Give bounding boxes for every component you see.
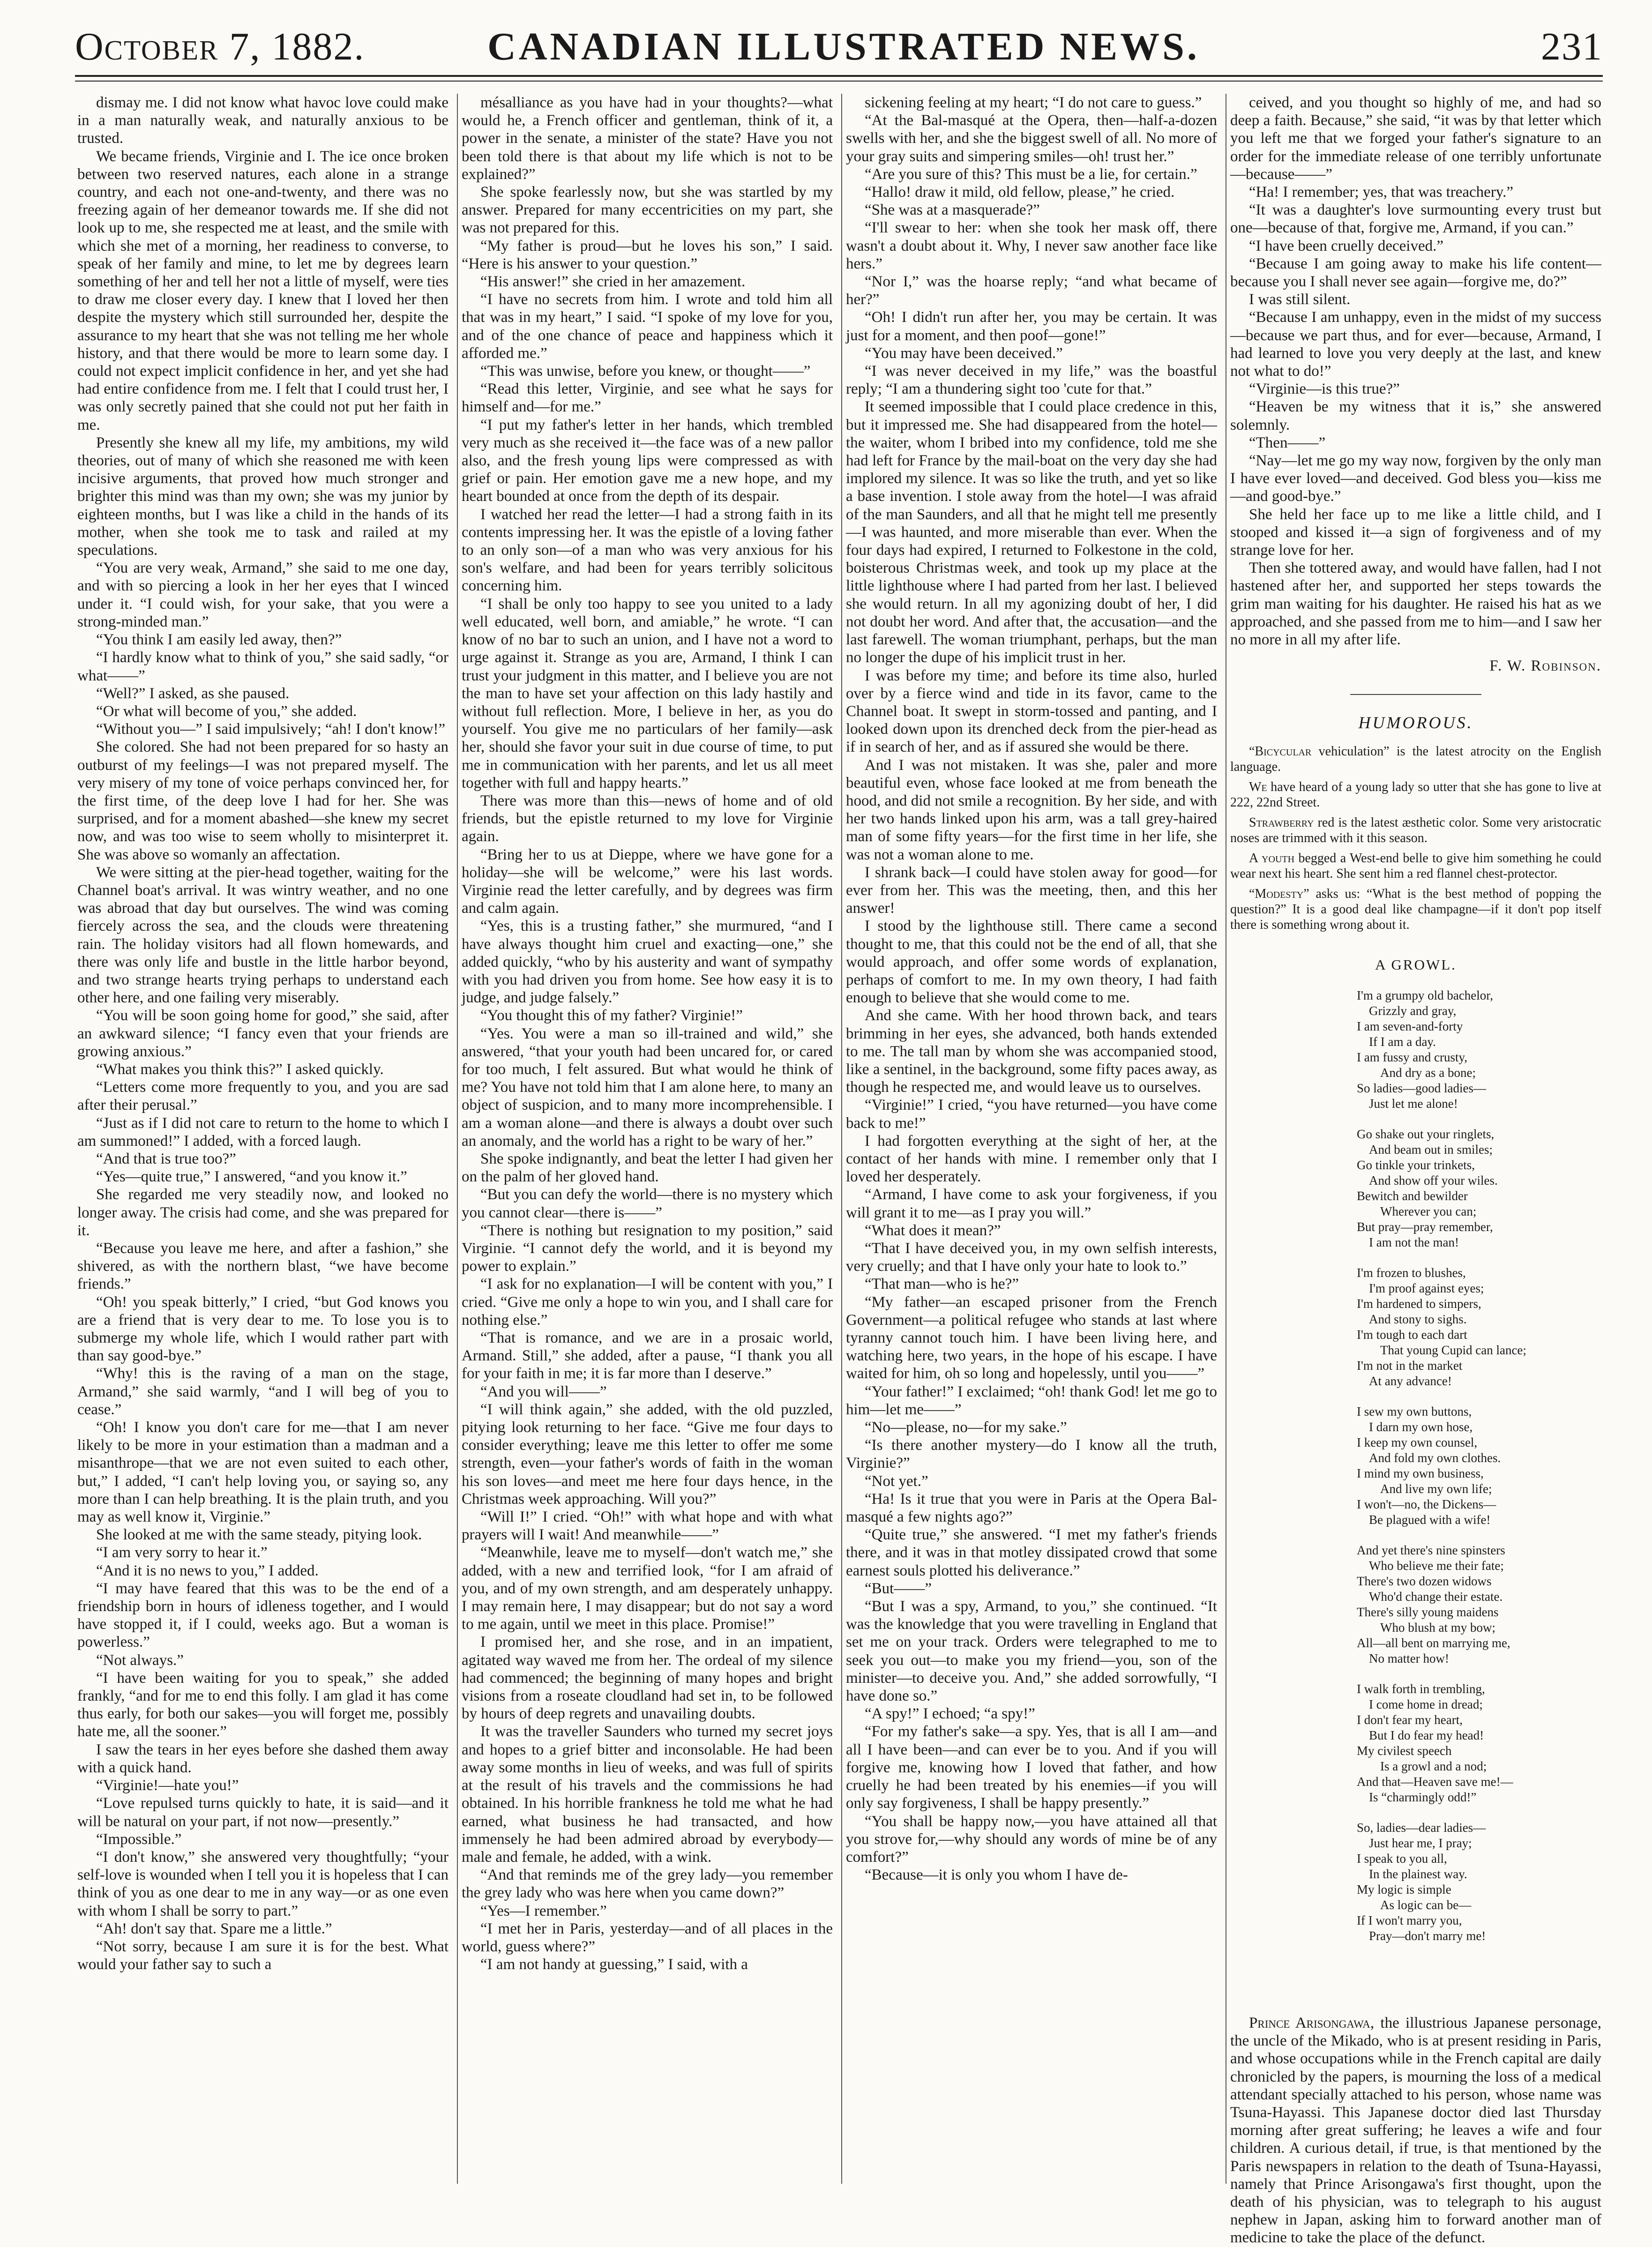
humorous-item-lead: “Bicycular [1249,744,1312,759]
paragraph: “Read this letter, Virginie, and see what he says for himself and—for me.” [462,381,833,416]
poem-line: Just let me alone! [1369,1096,1458,1111]
paragraph: “Not always.” [96,1651,184,1669]
poem-line: No matter how! [1369,1651,1449,1665]
masthead [75,19,1603,70]
paragraph: “Oh! I know you don't care for me—that I am never likely to be more in your estimation than a madman and a misanthrope—that we are not even suited to each other, but,” I added, “I can't help loving you, or saying so, any more than I can help breathing. It is the plain truth, and you may as well know it, Virginie.” [77,1419,449,1526]
paragraph: I watched her read the letter—I had a strong faith in its contents impressing her. It was the epistle of a loving father to an only son—of a man who was very anxious for his son's welfare, and had been for years terribly solicitous concerning him. [462,506,833,595]
poem-line: If I am a day. [1369,1034,1436,1049]
column-3 [846,94,1217,2184]
paragraph: “I shall be only too happy to see you united to a lady well educated, well born, and amiable,” he wrote. “I can know of no bar to such an union, and I have not a word to urge against it. Strange as you are, Armand, I think I can trust your judgment in this matter, and I believe you are not the man to have set your affection on this lady hastily and without full reflection. More, I believe in her, as you do yourself. You give me no particulars of her family—ask her, should she favor your suit in due course of time, to put me in communication with her parents, and let us all meet together with full and happy hearts.” [462,595,833,791]
paragraph: She held her face up to me like a little child, and I stooped and kissed it—a sign of forgiveness and of my strange love for her. [1230,506,1601,559]
paragraph: “There is nothing but resignation to my position,” said Virginie. “I cannot defy the world, and it is beyond my power to explain.” [462,1222,833,1275]
paragraph: “Yes. You were a man so ill-trained and wild,” she answered, “that your youth had been uncared for, or cared for too much, I felt assured. But what would he think of me? You have not told him that I am alone here, to many an object of suspicion, and to many more incomprehensible. I am a woman alone—and there is always a doubt over such an anomaly, and the world has a right to be wary of her.” [462,1025,833,1150]
paragraph: “I have been cruelly deceived.” [1249,237,1443,254]
poem-line: There's two dozen widows [1357,1574,1492,1588]
paragraph: “Then——” [1249,434,1326,451]
story-conclusion [1230,94,1601,649]
paragraph: “My father is proud—but he loves his son,” I said. “Here is his answer to your question.” [462,237,833,272]
paragraph: ceived, and you thought so highly of me, and had so deep a faith. Because,” she said, “it was by that letter which you left me that we forged your father's signature to an order for the immediate release of one terribly unfortunate—because——” [1230,94,1601,183]
paragraph: “I am very sorry to hear it.” [96,1544,268,1561]
paragraph: “Just as if I did not care to return to the home to which I am summoned!” I added, with a forced laugh. [77,1114,449,1150]
poem-line: Go tinkle your trinkets, [1357,1157,1475,1172]
poem-line: I sew my own buttons, [1357,1404,1472,1418]
paragraph: “Because you leave me here, and after a fashion,” she shivered, as with the northern blast, “we have become friends.” [77,1240,449,1293]
paragraph: She spoke fearlessly now, but she was startled by my answer. Prepared for many eccentricities on my part, she was not prepared for this. [462,184,833,237]
paragraph: I shrank back—I could have stolen away for good—for ever from her. This was the meeting, then, and this her answer! [846,864,1217,917]
humorous-item-lead: Strawberry [1249,815,1314,830]
paragraph: “Yes—I remember.” [480,1902,607,1919]
paragraph: “She was at a masquerade?” [865,202,1040,219]
poem-line: I keep my own counsel, [1357,1435,1478,1449]
paragraph: “Armand, I have come to ask your forgiveness, if you will grant it to me—as I pray you will.” [846,1186,1217,1221]
paragraph: “His answer!” she cried in her amazement. [480,273,746,291]
poem-line: My logic is simple [1357,1882,1451,1896]
paragraph: She regarded me very steadily now, and looked no longer away. The crisis had come, and she was prepared for it. [77,1186,449,1239]
paragraph: “That is romance, and we are in a prosaic world, Armand. Still,” she added, after a pause, “I thank you all for your faith in me; it is far more than I deserve.” [462,1329,833,1382]
paragraph: “But——” [865,1580,932,1597]
paragraph: “Why! this is the raving of a man on the stage, Armand,” she said warmly, “and I will beg of you to cease.” [77,1365,449,1418]
paragraph: I promised her, and she rose, and in an impatient, agitated way waved me from her. The ordeal of my silence had commenced; the beginning of many hopes and bright visions from a roseate cloudland had set in, to be followed by hours of deep regrets and unavailing doubts. [462,1634,833,1723]
paragraph: I had forgotten everything at the sight of her, at the contact of her hands with mine. I remember only that I loved her desperately. [846,1132,1217,1186]
paragraph: “Heaven be my witness that it is,” she answered solemnly. [1230,398,1601,433]
poem-line: I'm tough to each dart [1357,1327,1467,1342]
poem-line: I'm a grumpy old bachelor, [1357,988,1493,1002]
paragraph: “You think I am easily led away, then?” [96,631,342,649]
paragraph: “I ask for no explanation—I will be content with you,” I cried. “Give me only a hope to win you, and I shall care for nothing else.” [462,1276,833,1329]
poem-line: Who'd change their estate. [1369,1589,1503,1604]
humorous-item-text: red is the latest æsthetic color. Some very aristocratic noses are trimmed with it this season. [1230,815,1601,845]
paragraph: “Virginie!—hate you!” [96,1777,239,1794]
paragraph: “Without you—” I said impulsively; “ah! I don't know!” [96,721,446,738]
poem-line: And fold my own clothes. [1369,1450,1501,1465]
poem-stanza [1357,1127,1601,1250]
paragraph: “What does it mean?” [865,1222,1001,1239]
poem-line: And stony to sighs. [1369,1312,1467,1326]
poem-line: I am not the man! [1369,1235,1459,1249]
paragraph: “Yes, this is a trusting father,” she murmured, “and I have always thought him cruel and exacting—one,” she added quickly, “who by his austerity and want of sympathy with you had driven you from home. See how easy it is to judge, and judge falsely.” [462,918,833,1007]
poem-line: Bewitch and bewilder [1357,1188,1468,1203]
paragraph: We became friends, Virginie and I. The ice once broken between two reserved natures, each alone in a strange country, and each not one-and-twenty, and there was no freezing again of her demeanor towards me. If she did not look up to me, she respected me at least, and the smile with which she met of a morning, her readiness to converse, to speak of her family and mine, to let me by degrees learn something of her and tell her not a little of myself, were ties to draw me closer every day. I knew that I loved her then despite the mystery which still surrounded her, despite the assurance to my heart that she was not telling me her whole history, and that there would be more to learn some day. I could not expect implicit confidence in her, and yet she had had entire confidence from me. I felt that I could trust her, I was only secretly pained that she could not put her faith in me. [77,148,449,433]
poem-line: I darn my own hose, [1369,1419,1473,1434]
publication-title: CANADIAN ILLUSTRATED NEWS. [487,25,1200,68]
poem-line: And live my own life; [1380,1481,1492,1496]
poem-line: I speak to you all, [1357,1851,1447,1866]
poem-line: So, ladies—dear ladies— [1357,1820,1486,1835]
poem-stanza [1357,1681,1601,1805]
humorous-items [1230,744,1601,933]
paragraph: “Quite true,” she answered. “I met my father's friends there, and it was in that motley dissipated crowd that some earnest souls plotted his deliverance.” [846,1526,1217,1579]
paragraph: “Ha! Is it true that you were in Paris at the Opera Bal-masqué a few nights ago?” [846,1490,1217,1526]
poem-line: But pray—pray remember, [1357,1219,1493,1234]
humorous-item [1230,851,1601,881]
paragraph: “I don't know,” she answered very thoughtfully; “your self-love is wounded when I tell you it is hopeless that I can think of you as one dear to me in any way—or as one even with whom I shall be sorry to part.” [77,1848,449,1919]
paragraph: It seemed impossible that I could place credence in this, but it impressed me. She had disappeared from the hotel—the waiter, whom I bribed into my confidence, told me she had left for France by the mail-boat on the very day she had implored my silence. It was so like the truth, and yet so like a base invention. I stole away from the hotel—I was afraid of the man Saunders, and all that he might tell me presently—I was haunted, and more miserable than ever. When the four days had expired, I returned to Folkestone in the cold, boisterous Christmas week, and took up my place at the little lighthouse where I had parted from her last. I believed she would return. In all my agonizing doubt of her, I did not doubt her word. And after that, the accusation—and the last farewell. The woman triumphant, perhaps, but the man no longer the dupe of his implicit trust in her. [846,398,1217,666]
paragraph: “I have been waiting for you to speak,” she added frankly, “and for me to end this folly. I am glad it has come thus early, for both our sakes—you will forget me, possibly hate me, all the sooner.” [77,1669,449,1740]
poem-line: I am seven-and-forty [1357,1019,1463,1033]
poem-stanza [1357,1404,1601,1528]
paragraph: It was the traveller Saunders who turned my secret joys and hopes to a grief bitter and inconsolable. He had been away some months in lieu of weeks, and was full of spirits at the result of his travels and the commissions he had obtained. In his horrible frankness he told me what he had earned, what business he had transacted, and how immensely he had been admired abroad by everybody—male and female, he added, with a wink. [462,1723,833,1866]
humorous-item [1230,779,1601,810]
paragraph: “And it is no news to you,” I added. [96,1562,319,1579]
paragraph: “Because I am unhappy, even in the midst of my success—because we part thus, and for ever—because, Armand, I had learned to love you very deeply at the last, and knew not what to do!” [1230,309,1601,380]
humorous-item [1230,886,1601,933]
poem-line: I mind my own business, [1357,1466,1484,1480]
poem-stanza [1357,1820,1601,1944]
paragraph: “That man—who is he?” [865,1276,1019,1293]
paragraph: “Yes—quite true,” I answered, “and you know it.” [96,1168,407,1186]
paragraph: “Your father!” I exclaimed; “oh! thank God! let me go to him—let me——” [846,1383,1217,1418]
paragraph: “I will think again,” she added, with the old puzzled, pitying look returning to her face. “Give me four days to consider everything; leave me this letter to offer me some strength, even—your father's words of faith in the woman his son loves—and meet me here four days hence, in the Christmas week approaching. Will you?” [462,1401,833,1508]
paragraph: “A spy!” I echoed; “a spy!” [865,1705,1035,1723]
poem-line: Go shake out your ringlets, [1357,1127,1495,1141]
issue-date: October 7, 1882. [75,25,365,68]
poem-line: And that—Heaven save me!— [1357,1774,1513,1789]
paragraph: “But I was a spy, Armand, to you,” she continued. “It was the knowledge that you were travelling in England that set me on your track. Orders were telegraphed to me to seek you out—to make you my friend—you, son of the minister—to deceive you. And,” she added sorrowfully, “I have done so.” [846,1598,1217,1705]
poem-line: Is a growl and a nod; [1380,1759,1487,1773]
paragraph: “Nor I,” was the hoarse reply; “and what became of her?” [846,273,1217,308]
poem-line: As logic can be— [1380,1897,1472,1912]
paragraph: “Ah! don't say that. Spare me a little.” [96,1920,332,1937]
paragraph: “Not sorry, because I am sure it is for the best. What would your father say to such a [77,1938,449,1973]
poem-line: My civilest speech [1357,1743,1452,1758]
paragraph: “I hardly know what to think of you,” she said sadly, “or what——” [77,649,449,684]
poem-line: All—all bent on marrying me, [1357,1635,1510,1650]
paragraph: “You thought this of my father? Virginie!” [480,1007,743,1024]
poem-stanza [1357,1265,1601,1389]
humorous-item-text: begged a West-end belle to give him something he could wear next his heart. She sent him a red flannel chest-protector. [1230,851,1602,881]
paragraph: “What makes you think this?” I asked quickly. [96,1060,384,1078]
paragraph: “This was unwise, before you knew, or thought——” [480,363,811,380]
paragraph: “For my father's sake—a spy. Yes, that is all I am—and all I have been—and can ever be to you. And if you will forgive me, knowing how I loved that father, and how cruelly he had been treated by his enemies—if you will only say forgiveness, I shall be happy presently.” [846,1723,1217,1812]
paragraph: “And that is true too?” [96,1150,236,1167]
paragraph: There was more than this—news of home and of old friends, but the epistle returned to my love for Virginie again. [462,792,833,845]
paragraph: “Are you sure of this? This must be a lie, for certain.” [865,165,1197,183]
paragraph: I saw the tears in her eyes before she dashed them away with a quick hand. [77,1741,449,1776]
paragraph: “At the Bal-masqué at the Opera, then—half-a-dozen swells with her, and she the biggest swell of all. No more of your gray suits and simpering smiles—oh! trust her.” [846,112,1217,165]
section-divider [1350,694,1481,695]
paragraph: dismay me. I did not know what havoc love could make in a man naturally weak, and naturally anxious to be trusted. [77,94,449,147]
paragraph: sickening feeling at my heart; “I do not care to guess.” [865,94,1202,111]
paragraph: “Because—it is only you whom I have de- [865,1866,1128,1884]
paragraph: “Meanwhile, leave me to myself—don't watch me,” she added, with a new and terrified look, “for I am afraid of you, and of my own strength, and am desperately unhappy. I may remain here, I may disappear; but do not say a word to me again, until we meet in this place. Promise!” [462,1544,833,1633]
paragraph: “I put my father's letter in her hands, which trembled very much as she received it—the face was of a new pallor also, and the fresh young lips were compressed as with grief or pain. Her emotion gave me a new hope, and my heart bounded at once from the depth of its despair. [462,416,833,505]
paragraph: “Ha! I remember; yes, that was treachery.” [1249,184,1514,201]
paragraph: “Bring her to us at Dieppe, where we have gone for a holiday—she will be welcome,” were his last words. Virginie read the letter carefully, and by degrees was firm and calm again. [462,846,833,917]
paragraph: “Will I!” I cried. “Oh!” with what hope and with what prayers will I wait! And meanwhile——” [462,1508,833,1544]
column-divider [457,94,458,2184]
poem-stanza [1357,1543,1601,1666]
poem-line: And dry as a bone; [1380,1065,1476,1080]
poem-line: And beam out in smiles; [1369,1142,1493,1157]
poem-line: Wherever you can; [1380,1204,1477,1218]
paragraph: Then she tottered away, and would have fallen, had I not hastened after her, and supported her steps towards the grim man waiting for his daughter. He raised his hat as we approached, and she passed from me to him—and I saw her no more in all my after life. [1230,560,1601,649]
poem-line: I come home in dread; [1369,1697,1483,1711]
column-2 [462,94,833,2184]
poem-line: Just hear me, I pray; [1369,1836,1472,1850]
poem-title: A GROWL. [1375,956,1457,973]
poem-line: And show off your wiles. [1369,1173,1498,1187]
poem-line: There's silly young maidens [1357,1605,1499,1619]
column-divider [841,94,842,2184]
poem-line: I am fussy and crusty, [1357,1050,1467,1064]
paragraph: “I met her in Paris, yesterday—and of all places in the world, guess where?” [462,1920,833,1955]
paragraph: “And you will——” [480,1383,607,1400]
paragraph: And she came. With her hood thrown back, and tears brimming in her eyes, she advanced, both hands extended to me. The tall man by whom she was accompanied stood, like a sentinel, in the background, some fifty paces away, as though he respected me, and would leave us to ourselves. [846,1007,1217,1096]
poem-line: And yet there's nine spinsters [1357,1543,1505,1557]
paragraph: “Letters come more frequently to you, and you are sad after their perusal.” [77,1079,449,1114]
paragraph: “You may have been deceived.” [865,344,1063,362]
paragraph: “Virginie—is this true?” [1249,381,1400,398]
humorous-item-lead: A youth [1249,851,1295,866]
paragraph: “You shall be happy now,—you have attained all that you strove for,—why should any words of mine be of any comfort?” [846,1813,1217,1866]
poem-line: I walk forth in trembling, [1357,1681,1485,1696]
paragraph: “Or what will become of you,” she added. [96,702,357,720]
paragraph: mésalliance as you have had in your thoughts?—what would he, a French officer and gentleman, think of it, a power in the senate, a minister of the state? Have you not been told there is that about my life which is not to be explained?” [462,94,833,183]
paragraph: She colored. She had not been prepared for so hasty an outburst of my feelings—I was not prepared myself. The very misery of my tone of voice perhaps convinced her, for the first time, of the deep love I had for her. She was surprised, and for a moment abashed—she knew my secret now, and was too wise to seem wholly to misinterpret it. She was above so womanly an affectation. [77,739,449,863]
author-signature: F. W. Robinson. [1489,657,1601,675]
masthead-rule [75,75,1603,82]
poem-line: But I do fear my head! [1369,1728,1484,1742]
poem-line: Is “charmingly odd!” [1369,1790,1477,1804]
paragraph: “I have no secrets from him. I wrote and told him all that was in my heart,” I said. “I spoke of my love for you, and of the one chance of peace and happiness which it afforded me.” [462,291,833,362]
paragraph: “Is there another mystery—do I know all the truth, Virginie?” [846,1437,1217,1472]
paragraph: I stood by the lighthouse still. There came a second thought to me, that this could not be the end of all, that she would approach, and offer some words of explanation, perhaps of comfort to me. In my own theory, I had faith enough to believe that she would come to me. [846,918,1217,1007]
humorous-item-text: vehiculation” is the latest atrocity on the English language. [1230,744,1601,774]
poem-line: If I won't marry you, [1357,1913,1462,1927]
humorous-item-text: asks us: “What is the best method of popping the question?” It is a good deal like champagne—if it don't pop itself there is something wrong about it. [1230,886,1601,932]
humorous-item [1230,744,1601,775]
paragraph: “Oh! you speak bitterly,” I cried, “but God knows you are a friend that is very dear to me. To lose you is to submerge my whole life, which I would rather part with than say good-bye.” [77,1293,449,1365]
paragraph: Presently she knew all my life, my ambitions, my wild theories, out of many of which she reasoned me with keen incisive arguments, that proved how much stronger and brighter this mind was than my own; she was my junior by eighteen months, but I was like a child in the hands of its mother, when she took me to task and railed at my speculations. [77,434,449,559]
column-1 [77,94,449,2184]
paragraph: “Hallo! draw it mild, old fellow, please,” he cried. [865,184,1175,201]
humorous-item [1230,815,1601,846]
poem-line: At any advance! [1369,1374,1452,1388]
prince-text: the illustrious Japanese personage, the uncle of the Mikado, who is at present residing in Paris, and whose occupations while in the French capital are daily chronicled by the papers, is mourning the loss of a medical attendant specially attached to his person, whose name was Tsuna-Hayassi. This Japanese doctor died last Thursday morning after great suffering; he leaves a wife and four children. A curious detail, if true, is that mentioned by the Paris newspapers in relation to the death of Tsuna-Hayassi, namely that Prince Arisongawa's first thought, upon the death of his physician, was to telegraph to his august nephew in Japan, asking him to forward another man of medicine to take the place of the defunct. [1230,2014,1601,2247]
paragraph: “Virginie!” I cried, “you have returned—you have come back to me!” [846,1097,1217,1132]
paragraph: “I was never deceived in my life,” was the boastful reply; “I am a thundering sight too 'cute for that.” [846,363,1217,398]
paragraph: She looked at me with the same steady, pitying look. [96,1526,422,1544]
paragraph: “I'll swear to her: when she took her mask off, there wasn't a doubt about it. Why, I never saw another face like hers.” [846,219,1217,272]
humorous-item-lead: We [1249,779,1267,794]
poem-line: I'm hardened to simpers, [1357,1296,1481,1311]
paragraph: “No—please, no—for my sake.” [865,1419,1067,1436]
poem-line: I'm proof against eyes; [1369,1281,1484,1295]
poem-stanza [1357,988,1601,1112]
poem-line: Who blush at my bow; [1380,1620,1495,1635]
paragraph: “I am not handy at guessing,” I said, with a [480,1956,748,1973]
paragraph: I was before my time; and before its time also, hurled over by a fierce wind and tide in its favor, came to the Channel boat. It swept in storm-tossed and panting, and I looked down upon its drenched deck from the pier-head as if in search of her, and as if assured she would be there. [846,667,1217,756]
poem-line: That young Cupid can lance; [1380,1343,1526,1357]
paragraph: I was still silent. [1249,291,1351,308]
paragraph: “Nay—let me go my way now, forgiven by the only man I have ever loved—and deceived. God bless you—kiss me—and good-bye.” [1230,452,1601,505]
column-4 [1230,94,1602,2247]
paragraph: She spoke indignantly, and beat the letter I had given her on the palm of her gloved hand. [462,1150,833,1186]
poem-line: Pray—don't marry me! [1369,1928,1486,1943]
paragraph: “But you can defy the world—there is no mystery which you cannot clear—there is——” [462,1186,833,1221]
poem-body [1230,988,1601,1944]
paragraph: And I was not mistaken. It was she, paler and more beautiful even, whose face looked at me from beneath the hood, and did not smile a recognition. By her side, and with her two hands linked upon his arm, was a tall grey-haired man of some fifty years—for the first time in her life, she was not a woman alone to me. [846,756,1217,863]
poem-line: I'm not in the market [1357,1358,1463,1373]
humorous-heading: HUMOROUS. [1358,713,1473,732]
paragraph: “Oh! I didn't run after her, you may be certain. It was just for a moment, and then poof—gone!” [846,309,1217,344]
poem-line: In the plainest way. [1369,1866,1467,1881]
paragraph: “Love repulsed turns quickly to hate, it is said—and it will be natural on your part, if not now—presently.” [77,1795,449,1830]
paragraph: “You will be soon going home for good,” she said, after an awkward silence; “I fancy even that your friends are growing anxious.” [77,1007,449,1060]
paragraph: “My father—an escaped prisoner from the French Government—a political refugee who stands at last where tyranny cannot touch him. I have been living here, and watching here, two years, in the hope of his escape. I have waited for him, oh so long and hopelessly, until you——” [846,1293,1217,1382]
paragraph: “Impossible.” [96,1830,182,1848]
paragraph: “Well?” I asked, as she paused. [96,685,290,702]
paragraph: “You are very weak, Armand,” she said to me one day, and with so piercing a look in her her eyes that I winced under it. “I could wish, for your sake, that you were a strong-minded man.” [77,560,449,630]
prince-lead: Prince Arisongawa, [1249,2014,1375,2031]
poem-line: I won't—no, the Dickens— [1357,1497,1496,1511]
prince-paragraph [1230,2014,1601,2247]
paragraph: “I may have feared that this was to be the end of a friendship born in hours of idleness together, and I would have stopped it, if I could, weeks ago. But a woman is powerless.” [77,1580,449,1651]
paragraph: “Because I am going away to make his life content—because you I shall never see again—forgive me, do?” [1230,255,1601,291]
humorous-item-lead: “Modesty” [1249,886,1309,901]
paragraph: “And that reminds me of the grey lady—you remember the grey lady who was here when you came down?” [462,1866,833,1902]
poem-line: So ladies—good ladies— [1357,1081,1486,1095]
poem-line: I'm frozen to blushes, [1357,1265,1466,1280]
paragraph: We were sitting at the pier-head together, waiting for the Channel boat's arrival. It was wintry weather, and no one was abroad that day but ourselves. The wind was coming fiercely across the sea, and the clouds were threatening rain. The holiday visitors had all flown homewards, and there was only life and bustle in the little harbor beyond, and two strange hearts trying perhaps to understand each other here, and one failing very miserably. [77,864,449,1007]
poem-line: Grizzly and gray, [1369,1003,1457,1018]
page-number: 231 [1541,25,1603,68]
poem-line: I don't fear my heart, [1357,1712,1463,1727]
poem-line: Who believe me their fate; [1369,1558,1504,1573]
paragraph: “It was a daughter's love surmounting every trust but one—because of that, forgive me, Armand, if you can.” [1230,202,1601,237]
poem-line: Be plagued with a wife! [1369,1512,1491,1527]
humorous-item-text: have heard of a young lady so utter that she has gone to live at 222, 22nd Street. [1230,779,1601,810]
paragraph: “Not yet.” [865,1472,928,1490]
paragraph: “That I have deceived you, in my own selfish interests, very cruelly; and that I have only your hate to look to.” [846,1240,1217,1275]
